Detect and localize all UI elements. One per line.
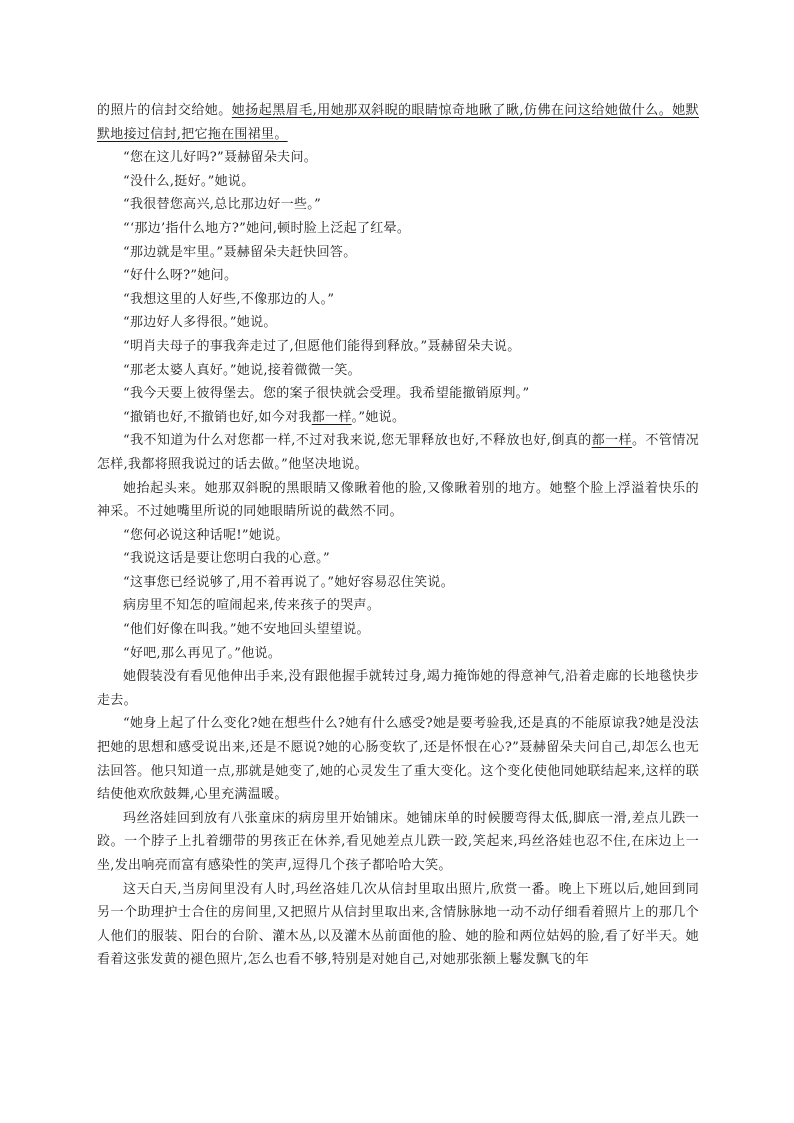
paragraph [97, 170, 699, 194]
paragraph [97, 594, 699, 618]
text-span: 她假装没有看见他伸出手来,没有跟他握手就转过身,竭力掩饰她的得意神气,沿着走廊的长地毯快步走去。 [97, 669, 699, 708]
paragraph [97, 193, 699, 217]
text-span: 病房里不知怎的喧闹起来,传来孩子的哭声。 [123, 598, 381, 614]
text-span: 。不管情况怎样,我都将照我说过的话去做。”他坚决地说。 [97, 433, 700, 472]
text-span: “那边就是牢里。”聂赫留朵夫赶快回答。 [123, 244, 357, 260]
paragraph [97, 547, 699, 571]
text-span: “‘那边’指什么地方?”她问,顿时脸上泛起了红晕。 [123, 220, 411, 236]
document-body [97, 99, 699, 972]
text-span: 她抬起头来。她那双斜睨的黑眼睛又像瞅着他的脸,又像瞅着别的地方。她整个脸上浮溢着快乐的神采。不过她嘴里所说的同她眼睛所说的截然不同。 [97, 480, 699, 520]
underlined-text: 都一样 [591, 433, 632, 449]
text-span: “他们好像在叫我。”她不安地回头望望说。 [123, 622, 370, 638]
paragraph [97, 665, 699, 712]
underlined-text: 都一样 [311, 409, 352, 425]
paragraph [97, 712, 699, 806]
paragraph [97, 524, 699, 548]
paragraph [97, 642, 699, 666]
text-span: “您在这儿好吗?”聂赫留朵夫问。 [123, 150, 318, 166]
text-span: “好吧,那么再见了。”他说。 [123, 645, 282, 661]
text-span: “明肖夫母子的事我奔走过了,但愿他们能得到释放。”聂赫留朵夫说。 [123, 338, 521, 354]
text-span: “没什么,挺好。”她说。 [123, 173, 255, 189]
text-span: “我想这里的人好些,不像那边的人。” [123, 291, 335, 307]
paragraph [97, 217, 699, 241]
paragraph [97, 241, 699, 265]
paragraph [97, 264, 699, 288]
text-span: “撤销也好,不撤销也好,如今对我 [123, 409, 312, 425]
paragraph [97, 406, 699, 430]
text-span: “那边好人多得很。”她说。 [123, 315, 277, 331]
paragraph [97, 807, 699, 878]
paragraph [97, 382, 699, 406]
underlined-text: 她扬起黑眉毛,用她那双斜睨的眼睛惊奇地瞅了瞅,仿佛在问这给她做什么。她默默地接过信封,把它拖在围裙里。 [97, 103, 699, 142]
paragraph [97, 335, 699, 359]
paragraph [97, 618, 699, 642]
text-span: “那老太婆人真好。”她说,接着微微一笑。 [123, 362, 361, 378]
text-span: 。”她说。 [351, 409, 406, 425]
text-span: 玛丝洛娃回到放有八张童床的病房里开始铺床。她铺床单的时候腰弯得太低,脚底一滑,差点儿跌一跤。一个脖子上扎着绷带的男孩正在休养,看见她差点儿跌一跤,笑起来,玛丝洛娃也忍不住,在床边上一坐,发出响亮而富有感染性的笑声,逗得几个孩子都哈哈大笑。 [97, 810, 699, 873]
text-span: “您何必说这种话呢!”她说。 [123, 527, 289, 543]
text-span: “这事您已经说够了,用不着再说了。”她好容易忍住笑说。 [123, 574, 455, 590]
text-span: “好什么呀?”她问。 [123, 268, 238, 284]
paragraph [97, 359, 699, 383]
paragraph [97, 288, 699, 312]
text-span: 这天白天,当房间里没有人时,玛丝洛娃几次从信封里取出照片,欣赏一番。晚上下班以后,她回到同另一个助理护士合住的房间里,又把照片从信封里取出来,含情脉脉地一动不动仔细看着照片上的那几个人他们的服装、阳台的台阶、灌木丛,以及灌木丛前面他的脸、她的脸和两位姑妈的脸,看了好半天。她看着这张发黄的褪色照片,怎么也看不够,特别是对她自己,对她那张额上鬈发飘飞的年 [97, 881, 699, 968]
text-span: 的照片的信封交给她。 [97, 103, 232, 118]
text-span: “我说这话是要让您明白我的心意。” [123, 551, 330, 567]
text-span: “她身上起了什么变化?她在想些什么?她有什么感受?她是要考验我,还是真的不能原谅我?她是没法把她的思想和感受说出来,还是不愿说?她的心肠变软了,还是怀恨在心?”聂赫留朵夫问自己,却怎么也无法回答。他只知道一点,那就是她变了,她的心灵发生了重大变化。这个变化使他同她联结起来,这样的联结使他欢欣鼓舞,心里充满温暖。 [97, 716, 699, 803]
paragraph [97, 477, 699, 524]
paragraph [97, 311, 699, 335]
text-span: “我今天要上彼得堡去。您的案子很快就会受理。我希望能撤销原判。” [123, 386, 530, 402]
paragraph [97, 99, 699, 146]
text-span: “我很替您高兴,总比那边好一些。” [123, 197, 322, 213]
text-span: “我不知道为什么对您都一样,不过对我来说,您无罪释放也好,不释放也好,倒真的 [123, 433, 592, 449]
paragraph [97, 571, 699, 595]
paragraph [97, 429, 699, 476]
paragraph [97, 878, 699, 972]
paragraph [97, 146, 699, 170]
